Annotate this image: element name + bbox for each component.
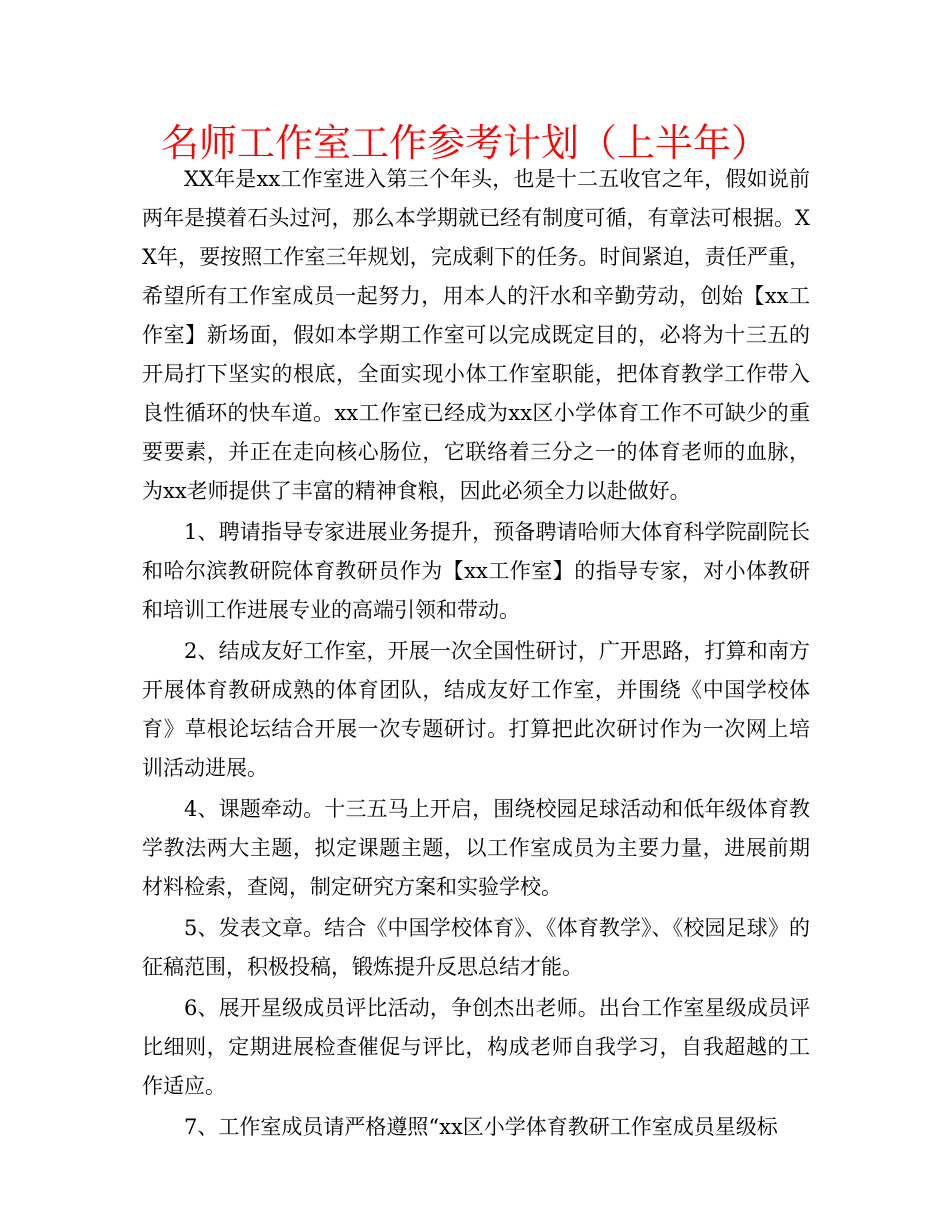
paragraph-intro: XX年是xx工作室进入第三个年头，也是十二五收官之年，假如说前两年是摸着石头过河，那么本学期就已经有制度可循，有章法可根据。XX年，要按照工作室三年规划，完成剩下的任务。时间紧迫，责任严重，希望所有工作室成员一起努力，用本人的汗水和辛勤劳动，创始【xx工作室】新场面，假如本学期工作室可以完成既定目的，必将为十三五的开局打下坚实的根底，全面实现小体工作室职能，把体育教学工作带入良性循环的快车道。xx工作室已经成为xx区小学体育工作不可缺少的重要要素，并正在走向核心肠位，它联络着三分之一的体育老师的血脉，为xx老师提供了丰富的精神食粮，因此必须全力以赴做好。 bbox=[142, 167, 810, 503]
paragraph-item-4: 4、课题牵动。十三五马上开启，围绕校园足球活动和低年级体育教学教法两大主题，拟定课题主题，以工作室成员为主要力量，进展前期材料检索，查阅，制定研究方案和实验学校。 bbox=[142, 797, 810, 899]
paragraph-item-5: 5、发表文章。结合《中国学校体育》、《体育教学》、《校园足球》的征稿范围，积极投稿，锻炼提升反思总结才能。 bbox=[142, 916, 810, 979]
paragraph-item-1: 1、聘请指导专家进展业务提升，预备聘请哈师大体育科学院副院长和哈尔滨教研院体育教研员作为【xx工作室】的指导专家，对小体教研和培训工作进展专业的高端引领和带动。 bbox=[142, 520, 810, 622]
paragraph-item-2: 2、结成友好工作室，开展一次全国性研讨，广开思路，打算和南方开展体育教研成熟的体育团队，结成友好工作室，并围绕《中国学校体育》草根论坛结合开展一次专题研讨。打算把此次研讨作为一次网上培训活动进展。 bbox=[142, 639, 810, 780]
document-title: 名师工作室工作参考计划（上半年） bbox=[160, 121, 769, 165]
document-body bbox=[142, 160, 810, 1149]
paragraph-item-6: 6、展开星级成员评比活动，争创杰出老师。出台工作室星级成员评比细则，定期进展检查催促与评比，构成老师自我学习，自我超越的工作适应。 bbox=[142, 996, 810, 1098]
paragraph-item-7: 7、工作室成员请严格遵照“xx区小学体育教研工作室成员星级标 bbox=[184, 1115, 778, 1139]
